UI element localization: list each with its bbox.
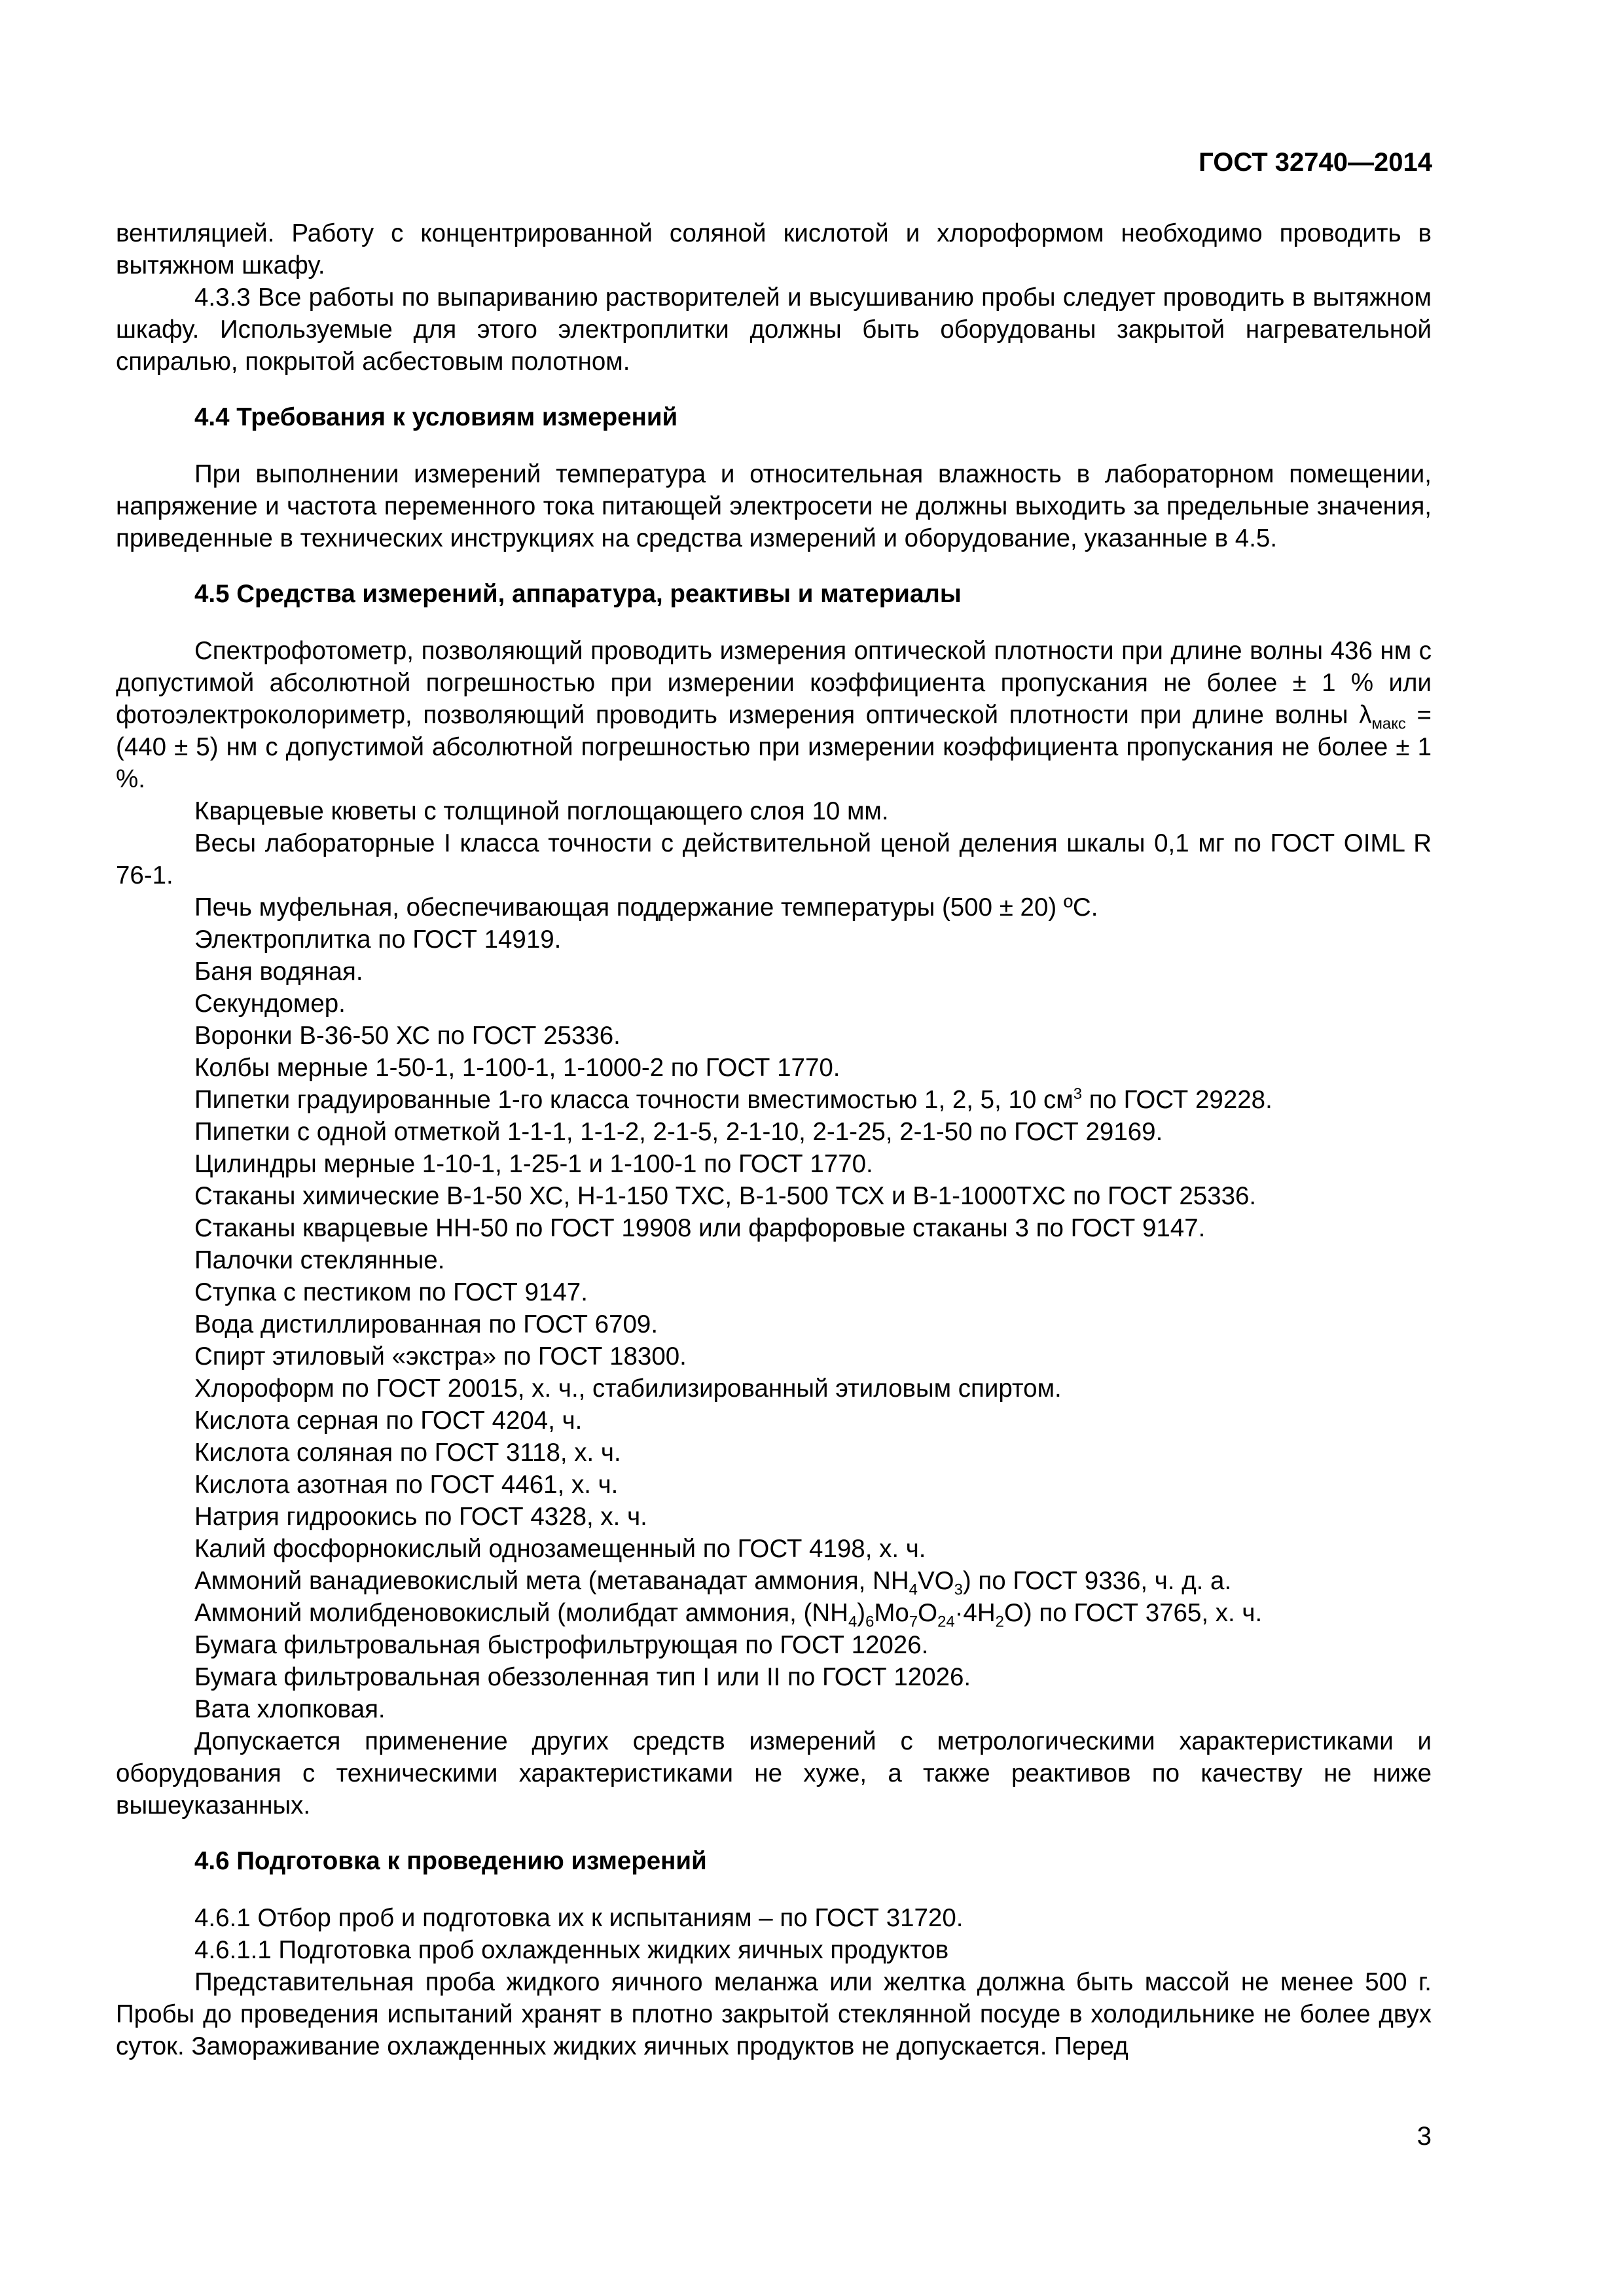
list-item: Бумага фильтровальная обеззоленная тип I или II по ГОСТ 12026. [194, 1663, 971, 1691]
list-item: Кислота азотная по ГОСТ 4461, х. ч. [194, 1471, 619, 1499]
paragraph: Представительная проба жидкого яичного меланжа или желтка должна быть массой не менее 500 г. Пробы до проведения испытаний хранят в плотно закрытой стеклянной посуде в холодильнике не более двух суток. Замораживание охлажденных жидких яичных продуктов не допускается. Перед [116, 1968, 1432, 2060]
list-item: Баня водяная. [194, 958, 363, 986]
list-item: Палочки стеклянные. [194, 1246, 445, 1274]
list-item: Ступка с пестиком по ГОСТ 9147. [194, 1278, 588, 1306]
list-item: Хлороформ по ГОСТ 20015, х. ч., стабилизированный этиловым спиртом. [194, 1374, 1062, 1403]
subscript: 3 [954, 1581, 963, 1599]
subscript: 2 [995, 1613, 1004, 1631]
list-item: Натрия гидроокись по ГОСТ 4328, х. ч. [194, 1503, 647, 1531]
list-item: Вата хлопковая. [194, 1695, 386, 1723]
section-heading: 4.4 Требования к условиям измерений [194, 403, 678, 431]
list-item: Электроплитка по ГОСТ 14919. [194, 925, 562, 954]
subscript: 4 [848, 1613, 857, 1631]
section-heading: 4.6 Подготовка к проведению измерений [194, 1847, 707, 1875]
list-item: Воронки В-36-50 ХС по ГОСТ 25336. [194, 1022, 621, 1050]
page-body [116, 217, 1432, 2062]
list-item: Аммоний ванадиевокислый мета (метаванадат аммония, $NH_4VO_3$) по ГОСТ 9336, ч. д. а. [194, 1567, 1232, 1599]
list-item: Колбы мерные 1-50-1, 1-100-1, 1-1000-2 по ГОСТ 1770. [194, 1054, 840, 1082]
list-item: Секундомер. [194, 990, 346, 1018]
subscript: 6 [865, 1613, 875, 1631]
paragraph: Спектрофотометр, позволяющий проводить измерения оптической плотности при длине волны 436 нм с допустимой абсолютной погрешностью при измерении коэффициента пропускания не более ± 1 % или фотоэлектроколориметр, позволяющий проводить измерения оптической плотности при длине волны $\lambda_{макс} = (440 \pm 5)$ нм с допустимой абсолютной погрешностью при измерении коэффициента пропускания не более ± 1 %. [116, 637, 1432, 793]
subscript: 24 [937, 1613, 955, 1631]
list-item: 4.6.1 Отбор проб и подготовка их к испытаниям – по ГОСТ 31720. [194, 1904, 964, 1932]
list-item: Стаканы кварцевые НН-50 по ГОСТ 19908 или фарфоровые стаканы 3 по ГОСТ 9147. [194, 1214, 1206, 1242]
subscript: 4 [909, 1581, 918, 1599]
list-item: Цилиндры мерные 1-10-1, 1-25-1 и 1-100-1 по ГОСТ 1770. [194, 1150, 873, 1178]
list-item: Кварцевые кюветы с толщиной поглощающего слоя 10 мм. [194, 797, 889, 825]
list-item: Стаканы химические В-1-50 ХС, Н-1-150 ТХС, В-1-500 ТСХ и В-1-1000ТХС по ГОСТ 25336. [194, 1182, 1257, 1210]
list-item: Кислота соляная по ГОСТ 3118, х. ч. [194, 1439, 621, 1467]
list-item: Кислота серная по ГОСТ 4204, ч. [194, 1407, 583, 1435]
list-item: 4.6.1.1 Подготовка проб охлажденных жидких яичных продуктов [194, 1936, 949, 1964]
subscript: 7 [909, 1613, 918, 1631]
list-item: Печь муфельная, обеспечивающая поддержание температуры (500 ± 20) ºС. [194, 893, 1098, 922]
paragraph: 4.3.3 Все работы по выпариванию растворителей и высушиванию пробы следует проводить в вытяжном шкафу. Используемые для этого электроплитки должны быть оборудованы закрытой нагревательной спиралью, покрытой асбестовым полотном. [116, 283, 1432, 376]
list-item: Аммоний молибденовокислый (молибдат аммония, $(NH_4)_6Mo_7O_{24}\cdot 4H_2O$) по ГОСТ 3765, х. ч. [194, 1599, 1263, 1631]
list-item: Спирт этиловый «экстра» по ГОСТ 18300. [194, 1342, 687, 1371]
list-item: Калий фосфорнокислый однозамещенный по ГОСТ 4198, х. ч. [194, 1535, 926, 1563]
page-number: 3 [1416, 2122, 1432, 2151]
subscript: макс [1371, 715, 1406, 733]
paragraph: Допускается применение других средств измерений с метрологическими характеристиками и оборудования с техническими характеристиками не хуже, а также реактивов по качеству не ниже вышеуказанных. [116, 1727, 1432, 1820]
section-heading: 4.5 Средства измерений, аппаратура, реактивы и материалы [194, 580, 962, 608]
superscript: 3 [1073, 1085, 1082, 1103]
list-item: Бумага фильтровальная быстрофильтрующая по ГОСТ 12026. [194, 1631, 929, 1659]
list-item: Пипетки градуированные 1-го класса точности вместимостью 1, 2, 5, 10 $см^3$ по ГОСТ 29228. [194, 1085, 1272, 1114]
list-item: Вода дистиллированная по ГОСТ 6709. [194, 1310, 659, 1338]
paragraph: вентиляцией. Работу с концентрированной соляной кислотой и хлороформом необходимо проводить в вытяжном шкафу. [116, 219, 1432, 279]
paragraph: Весы лабораторные I класса точности с действительной ценой деления шкалы 0,1 мг по ГОСТ OIML R 76-1. [116, 829, 1432, 889]
list-item: Пипетки с одной отметкой 1-1-1, 1-1-2, 2-1-5, 2-1-10, 2-1-25, 2-1-50 по ГОСТ 29169. [194, 1118, 1163, 1146]
paragraph: При выполнении измерений температура и относительная влажность в лабораторном помещении, напряжение и частота переменного тока питающей электросети не должны выходить за предельные значения, приведенные в технических инструкциях на средства измерений и оборудование, указанные в 4.5. [116, 460, 1432, 552]
page-header: ГОСТ 32740—2014 [1199, 148, 1432, 177]
